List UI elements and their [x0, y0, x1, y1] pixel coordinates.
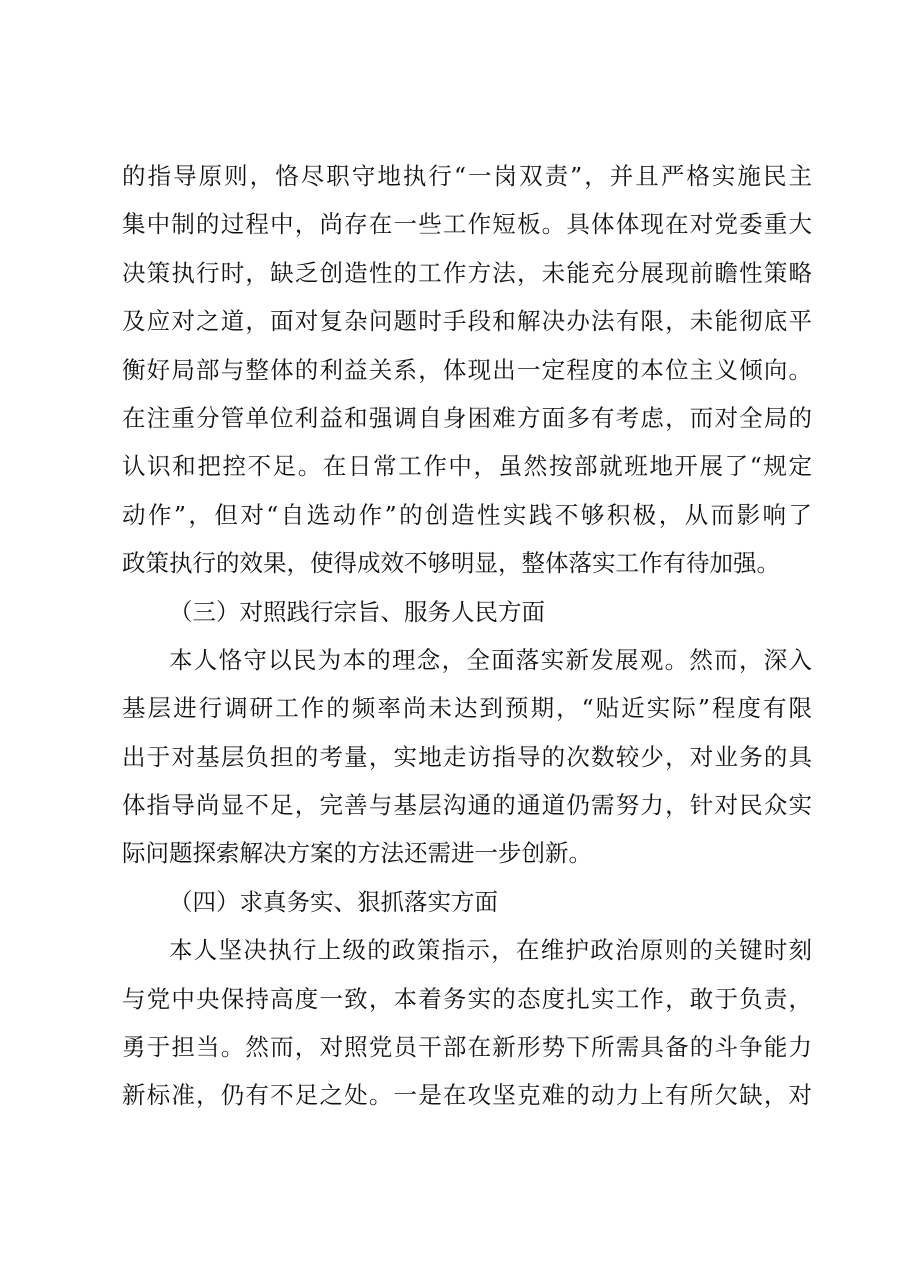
text-line: 及应对之道，面对复杂问题时手段和解决办法有限，未能彻底平 — [122, 307, 812, 336]
text-line: 出于对基层负担的考量，实地走访指导的次数较少，对业务的具 — [122, 742, 812, 771]
text-line: 体指导尚显不足，完善与基层沟通的通道仍需努力，针对民众实 — [122, 791, 812, 820]
text-line: 动作”，但对“自选动作”的创造性实践不够积极，从而影响了 — [122, 500, 812, 529]
text-line: 在注重分管单位利益和强调自身困难方面多有考虑，而对全局的 — [122, 403, 812, 432]
text-line: 际问题探索解决方案的方法还需进一步创新。 — [122, 839, 592, 868]
text-line: 基层进行调研工作的频率尚未达到预期，“贴近实际”程度有限 — [122, 694, 812, 723]
section-heading: （三）对照践行宗旨、服务人民方面 — [169, 597, 545, 626]
text-line: 集中制的过程中，尚存在一些工作短板。具体体现在对党委重大 — [122, 210, 812, 239]
text-line: 本人坚决执行上级的政策指示，在维护政治原则的关键时刻 — [169, 936, 812, 965]
body-text — [122, 152, 812, 1120]
section-heading: （四）求真务实、狠抓落实方面 — [169, 887, 498, 916]
text-line: 认识和把控不足。在日常工作中，虽然按部就班地开展了“规定 — [122, 452, 812, 481]
text-line: 本人恪守以民为本的理念，全面落实新发展观。然而，深入 — [169, 645, 812, 674]
text-line: 决策执行时，缺乏创造性的工作方法，未能充分展现前瞻性策略 — [122, 258, 812, 287]
text-line: 政策执行的效果，使得成效不够明显，整体落实工作有待加强。 — [122, 549, 780, 578]
text-line: 衡好局部与整体的利益关系，体现出一定程度的本位主义倾向。 — [122, 355, 812, 384]
text-line: 勇于担当。然而，对照党员干部在新形势下所需具备的斗争能力 — [122, 1033, 812, 1062]
text-line: 与党中央保持高度一致，本着务实的态度扎实工作，敢于负责， — [122, 984, 812, 1013]
text-line: 的指导原则，恪尽职守地执行“一岗双责”，并且严格实施民主 — [122, 162, 812, 190]
text-line: 新标准，仍有不足之处。一是在攻坚克难的动力上有所欠缺，对 — [122, 1081, 812, 1110]
